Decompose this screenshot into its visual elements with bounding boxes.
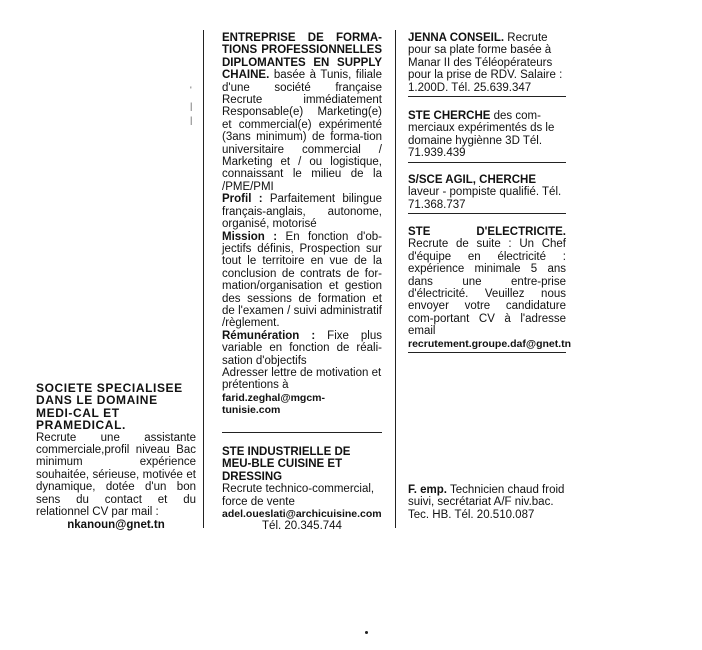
ad-f-emp xyxy=(408,484,566,521)
profil-label: Profil : xyxy=(222,193,263,206)
ad-email[interactable]: adel.oueslati@archicuisine.com xyxy=(222,508,382,521)
ad-title: SOCIETE SPECIALISEE DANS LE DOMAINE MEDI-CAL ET PRAMEDICAL. xyxy=(36,381,183,433)
ad-body: Technicien chaud froid suivi, secrétariat A/F niv.bac. Tec. HB. Tél. 20.510.087 xyxy=(408,484,565,521)
stray-dot xyxy=(365,631,368,634)
remun-text: Fixe plus variable en fonction de réali-sation d'objectifs xyxy=(222,329,382,367)
remun-label: Rémunération : xyxy=(222,329,316,342)
ad-kitchen-furniture xyxy=(222,446,382,533)
margin-mark: | xyxy=(190,115,193,125)
ad-body: Recrute pour sa plate forme basée à Manar II des Téléopérateurs pour la prise de RDV. Salaire : 1.200D. Tél. 25.639.347 xyxy=(408,32,563,94)
ad-agil xyxy=(408,174,566,214)
ad-email[interactable]: recrutement.groupe.daf@gnet.tn xyxy=(408,337,572,350)
ad-title: STE INDUSTRIELLE DE MEU-BLE CUISINE ET DRESSING xyxy=(222,446,351,483)
ad-title: S/SCE AGIL, CHERCHE xyxy=(408,174,537,186)
ad-title: ENTREPRISE DE FORMA-TIONS PROFESSIONNELLES DIPLOMANTES EN SUPPLY CHAINE. xyxy=(222,32,382,82)
ad-paragraph xyxy=(408,226,566,338)
ad-electricite xyxy=(408,226,572,353)
ad-body: Recrute une assistante commerciale,profil niveau Bac minimum expérience souhaitée, sérieuse, motivée et dynamique, dotée d'un bon sens du contact et du relationnel CV par mail : xyxy=(36,431,196,519)
ad-intro: basée à Tunis, filiale d'une société française Recrute immédiatement Responsable(e) Marketing(e) et commercial(e) expérimenté (3ans minimum) de forma-tion universitaire commercial / Marketing et / ou logistique, connaissant le milieu de la /PME/PMI xyxy=(222,69,382,193)
margin-mark: | xyxy=(190,101,193,111)
ad-title: JENNA CONSEIL. xyxy=(408,32,505,44)
column-divider-right xyxy=(395,30,396,528)
ad-supply-chain-training xyxy=(222,32,382,417)
ad-body: Recrute de suite : Un Chef d'équipe en électricité : expérience minimale 5 ans dans une entre-prise d'électricité. Veuillez nous envoyer votre candidature com-portant CV à l'adresse email xyxy=(408,238,566,338)
mission-text: En fonction d'ob-jectifs définis, Prospection sur tout le territoire en vue de la conclusion de contrats de for-mation/organisation et gestion des sessions de formation et de l'examen / suivi administratif /règlement. xyxy=(222,230,382,330)
ad-mission xyxy=(222,231,382,330)
ad-paragraph xyxy=(222,32,382,193)
ad-phone: Tél. 20.345.744 xyxy=(262,520,342,533)
ad-email[interactable]: nkanoun@gnet.tn xyxy=(67,519,165,532)
ad-title: F. emp. xyxy=(408,484,447,496)
ad-paragraph xyxy=(408,32,566,94)
ad-paragraph xyxy=(408,484,566,521)
ad-title: STE D'ELECTRICITE. xyxy=(408,226,566,238)
ad-ste-cherche xyxy=(408,110,566,163)
ad-remuneration xyxy=(222,330,382,367)
ad-jenna-conseil xyxy=(408,32,566,97)
ad-title: STE CHERCHE xyxy=(408,110,491,122)
ad-body: Recrute technico-commercial, force de vente xyxy=(222,483,375,508)
ad-paragraph xyxy=(408,110,566,160)
ad-profil xyxy=(222,193,382,230)
mission-label: Mission : xyxy=(222,230,278,243)
margin-mark: ' xyxy=(190,85,192,95)
ad-separator xyxy=(222,432,382,433)
column-divider-left xyxy=(203,30,204,528)
ad-body: des com-merciaux expérimentés ds le domaine hygiènne 3D Tél. 71.939.439 xyxy=(408,110,555,160)
ad-apply: Adresser lettre de motivation et prétentions à xyxy=(222,366,382,392)
ad-body: laveur - pompiste qualifié. Tél. 71.368.737 xyxy=(408,186,562,211)
ad-email[interactable]: farid.zeghal@mgcm-tunisie.com xyxy=(222,391,326,417)
profil-text: Parfaitement bilingue français-anglais, autonome, organisé, motorisé xyxy=(222,193,382,231)
ad-medical-assistant xyxy=(36,382,196,532)
